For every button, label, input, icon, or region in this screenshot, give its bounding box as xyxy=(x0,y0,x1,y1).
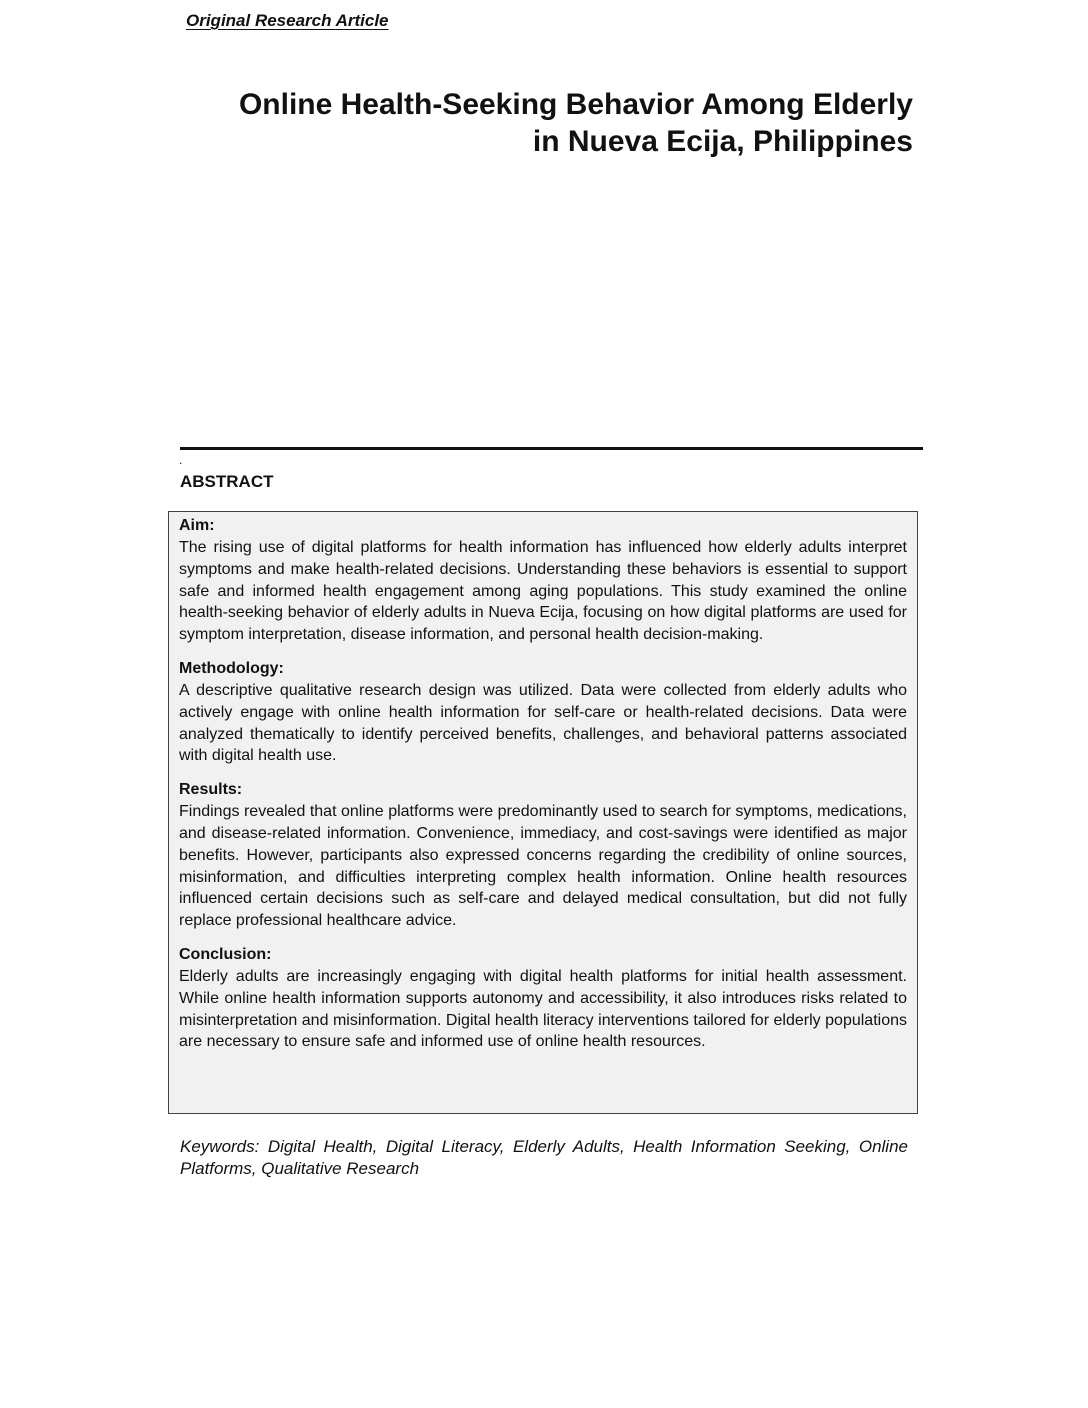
section-text-results: Findings revealed that online platforms were predominantly used to search for symptoms, medications, and disease-related information. Convenience, immediacy, and cost-savings were identified as major benefits. However, participants also expressed concerns regarding the credibility of online sources, misinformation, and difficulties interpreting complex health information. Online health resources influenced certain decisions such as self-care and delayed medical consultation, but did not fully replace professional healthcare advice. xyxy=(179,803,907,930)
abstract-section-conclusion xyxy=(179,944,907,1053)
paper-title-line-2: in Nueva Ecija, Philippines xyxy=(532,125,913,158)
abstract-section-methodology xyxy=(179,658,907,767)
abstract-section-results xyxy=(179,779,907,932)
section-heading-conclusion: Conclusion: xyxy=(179,945,272,963)
abstract-section-aim xyxy=(179,515,907,646)
abstract-box xyxy=(168,511,918,1114)
section-heading-methodology: Methodology: xyxy=(179,659,284,677)
section-text-conclusion: Elderly adults are increasingly engaging with digital health platforms for initial health assessment. While online health information supports autonomy and accessibility, it also introduces risks related to misinterpretation and misinformation. Digital health literacy interventions tailored for elderly populations are necessary to ensure safe and informed use of online health resources. xyxy=(179,967,907,1051)
section-text-aim: The rising use of digital platforms for health information has influenced how elderly adults interpret symptoms and make health-related decisions. Understanding these behaviors is essential to support safe and informed health engagement among aging populations. This study examined the online health-seeking behavior of elderly adults in Nueva Ecija, focusing on how digital platforms are used for symptom interpretation, disease information, and personal health decision-making. xyxy=(179,539,907,644)
keywords: Keywords: Digital Health, Digital Literacy, Elderly Adults, Health Information Seeking, Online Platforms, Qualitative Research xyxy=(180,1137,908,1178)
title-separator-rule xyxy=(180,447,923,450)
separator-mark: . xyxy=(179,453,183,467)
abstract-heading: ABSTRACT xyxy=(180,472,274,491)
section-text-methodology: A descriptive qualitative research design was utilized. Data were collected from elderly adults who actively engage with online health information for self-care or health-related decisions. Data were analyzed thematically to identify perceived benefits, challenges, and behavioral patterns associated with digital health use. xyxy=(179,681,907,765)
paper-title-line-1: Online Health-Seeking Behavior Among Elderly xyxy=(238,88,913,121)
section-heading-aim: Aim: xyxy=(179,517,215,534)
article-type-label: Original Research Article xyxy=(186,11,389,30)
section-heading-results: Results: xyxy=(179,781,243,799)
paper-title xyxy=(150,86,913,160)
